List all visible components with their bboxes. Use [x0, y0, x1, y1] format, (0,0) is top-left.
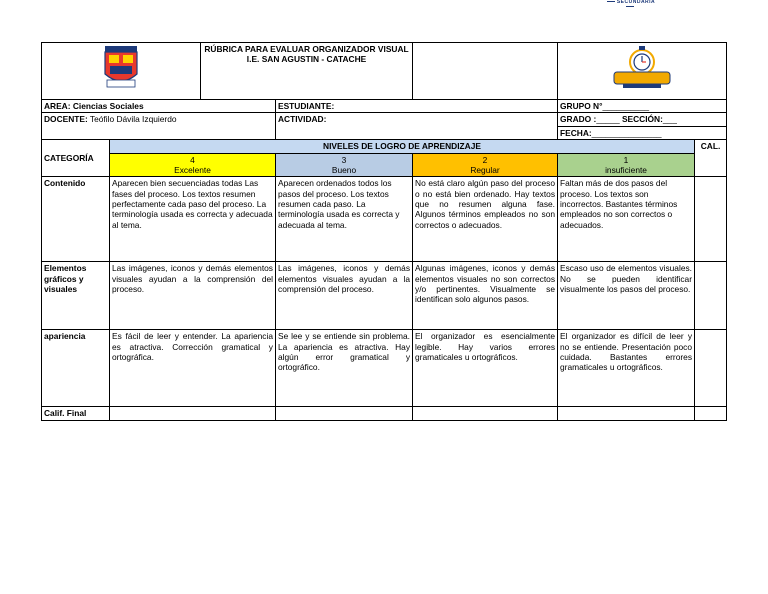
cal-cell[interactable] — [695, 330, 727, 407]
fecha-blank[interactable]: _______________ — [591, 127, 662, 138]
grupo-field[interactable] — [558, 100, 727, 113]
criterion-cell: No está claro algún paso del proceso o no está bien ordenado. Hay textos que no resumen alguna fase. Algunos términos empleados no son correctos o adecuados. — [413, 177, 558, 262]
docente-name: Teófilo Dávila Izquierdo — [87, 114, 177, 125]
criterion-cell: Aparecen bien secuenciadas todas Las fases del proceso. Los textos resumen perfectamente cada paso del proceso. La terminología usada es correcta y adecuada al tema. — [110, 177, 276, 262]
level-number: 1 — [623, 154, 629, 165]
criterion-cell: Algunas imágenes, iconos y demás elementos visuales no son correctos y/o pertinentes. Visualmente se identifican solo algunos pasos. — [413, 262, 558, 330]
seccion-blank[interactable]: ___ — [662, 114, 677, 125]
levels-row — [42, 153, 727, 177]
title-spacer-cell — [413, 43, 558, 100]
level-number: 4 — [190, 154, 195, 165]
cal-header: CAL. — [695, 139, 727, 177]
level-1-header — [558, 153, 695, 177]
levels-header: NIVELES DE LOGRO DE APRENDIZAJE — [110, 139, 695, 153]
final-row — [42, 407, 727, 421]
fecha-label: FECHA: — [560, 127, 592, 138]
level-3-header — [276, 153, 413, 177]
grupo-blank[interactable]: __________ — [602, 101, 650, 111]
criterion-cell: Se lee y se entiende sin problema. La apariencia es atractiva. Hay algún error gramatical y ortográfico. — [276, 330, 413, 407]
grado-blank[interactable]: _____ — [596, 114, 620, 125]
program-logo-cell — [558, 43, 727, 100]
table-row — [42, 177, 727, 262]
cal-cell[interactable] — [695, 262, 727, 330]
final-cell[interactable] — [110, 407, 276, 421]
final-cell[interactable] — [558, 407, 695, 421]
grupo-label: GRUPO N° — [560, 101, 603, 111]
header-row — [42, 43, 727, 100]
rubric-table — [41, 42, 727, 421]
final-label: Calif. Final — [42, 407, 110, 421]
table-row — [42, 330, 727, 407]
level-name: Bueno — [331, 165, 357, 176]
cal-cell[interactable] — [695, 177, 727, 262]
category-cell: Contenido — [42, 177, 110, 262]
area-field: AREA: Ciencias Sociales — [42, 100, 276, 113]
grado-label: GRADO : — [560, 114, 597, 125]
criterion-cell: Aparecen ordenados todos los pasos del proceso. Los textos resumen cada paso. La terminología usada es correcta y adecuada al tema. — [276, 177, 413, 262]
level-4-header — [110, 153, 276, 177]
criterion-cell: Las imágenes, iconos y demás elementos visuales ayudan a la comprensión del proceso. — [276, 262, 413, 330]
final-cal-cell[interactable] — [695, 407, 727, 421]
docente-field — [42, 113, 276, 140]
level-number: 3 — [341, 154, 347, 165]
final-cell[interactable] — [413, 407, 558, 421]
fecha-field[interactable] — [558, 126, 727, 139]
criterion-cell: Escaso uso de elementos visuales. No se pueden identificar visualmente los pasos del proceso. — [558, 262, 695, 330]
level-number: 2 — [482, 154, 488, 165]
top-mark: SECUNDARIA — [600, 0, 660, 8]
categoria-header: CATEGORÍA — [42, 139, 110, 177]
levels-header-row — [42, 139, 727, 153]
level-name: insuficiente — [605, 165, 647, 176]
rubric-title — [201, 43, 413, 100]
criterion-cell: Faltan más de dos pasos del proceso. Los textos son incorrectos. Bastantes términos empleados no son correctos o adecuados. — [558, 177, 695, 262]
final-cell[interactable] — [276, 407, 413, 421]
actividad-field[interactable]: ACTIVIDAD: — [276, 113, 558, 140]
school-crest-icon — [101, 44, 141, 90]
criterion-cell: Las imágenes, iconos y demás elementos visuales ayudan a la comprensión del proceso. — [110, 262, 276, 330]
criterion-cell: El organizador es esencialmente legible. Hay varios errores gramaticales u ortográficos. — [413, 330, 558, 407]
jornada-completa-logo-icon — [611, 44, 673, 90]
seccion-label: SECCIÓN: — [621, 114, 663, 125]
school-logo-cell — [42, 43, 201, 100]
estudiante-field[interactable]: ESTUDIANTE: — [276, 100, 558, 113]
criterion-cell: Es fácil de leer y entender. La apariencia es atractiva. Corrección gramatical y ortográfica. — [110, 330, 276, 407]
info-row-1 — [42, 100, 727, 113]
category-cell: Elementos gráficos y visuales — [42, 262, 110, 330]
level-name: Regular — [470, 165, 500, 176]
title-line-1: RÚBRICA PARA EVALUAR ORGANIZADOR VISUAL — [204, 44, 409, 54]
category-cell: apariencia — [42, 330, 110, 407]
title-line-2: I.E. SAN AGUSTIN - CATACHE — [246, 54, 367, 65]
level-2-header — [413, 153, 558, 177]
level-name: Excelente — [174, 165, 211, 176]
docente-label: DOCENTE: — [44, 114, 88, 125]
info-row-2 — [42, 113, 727, 126]
grado-seccion-field[interactable] — [558, 113, 727, 126]
criterion-cell: El organizador es difícil de leer y no se entiende. Presentación poco cuidada. Bastantes errores gramaticales u ortográficos. — [558, 330, 695, 407]
table-row — [42, 262, 727, 330]
